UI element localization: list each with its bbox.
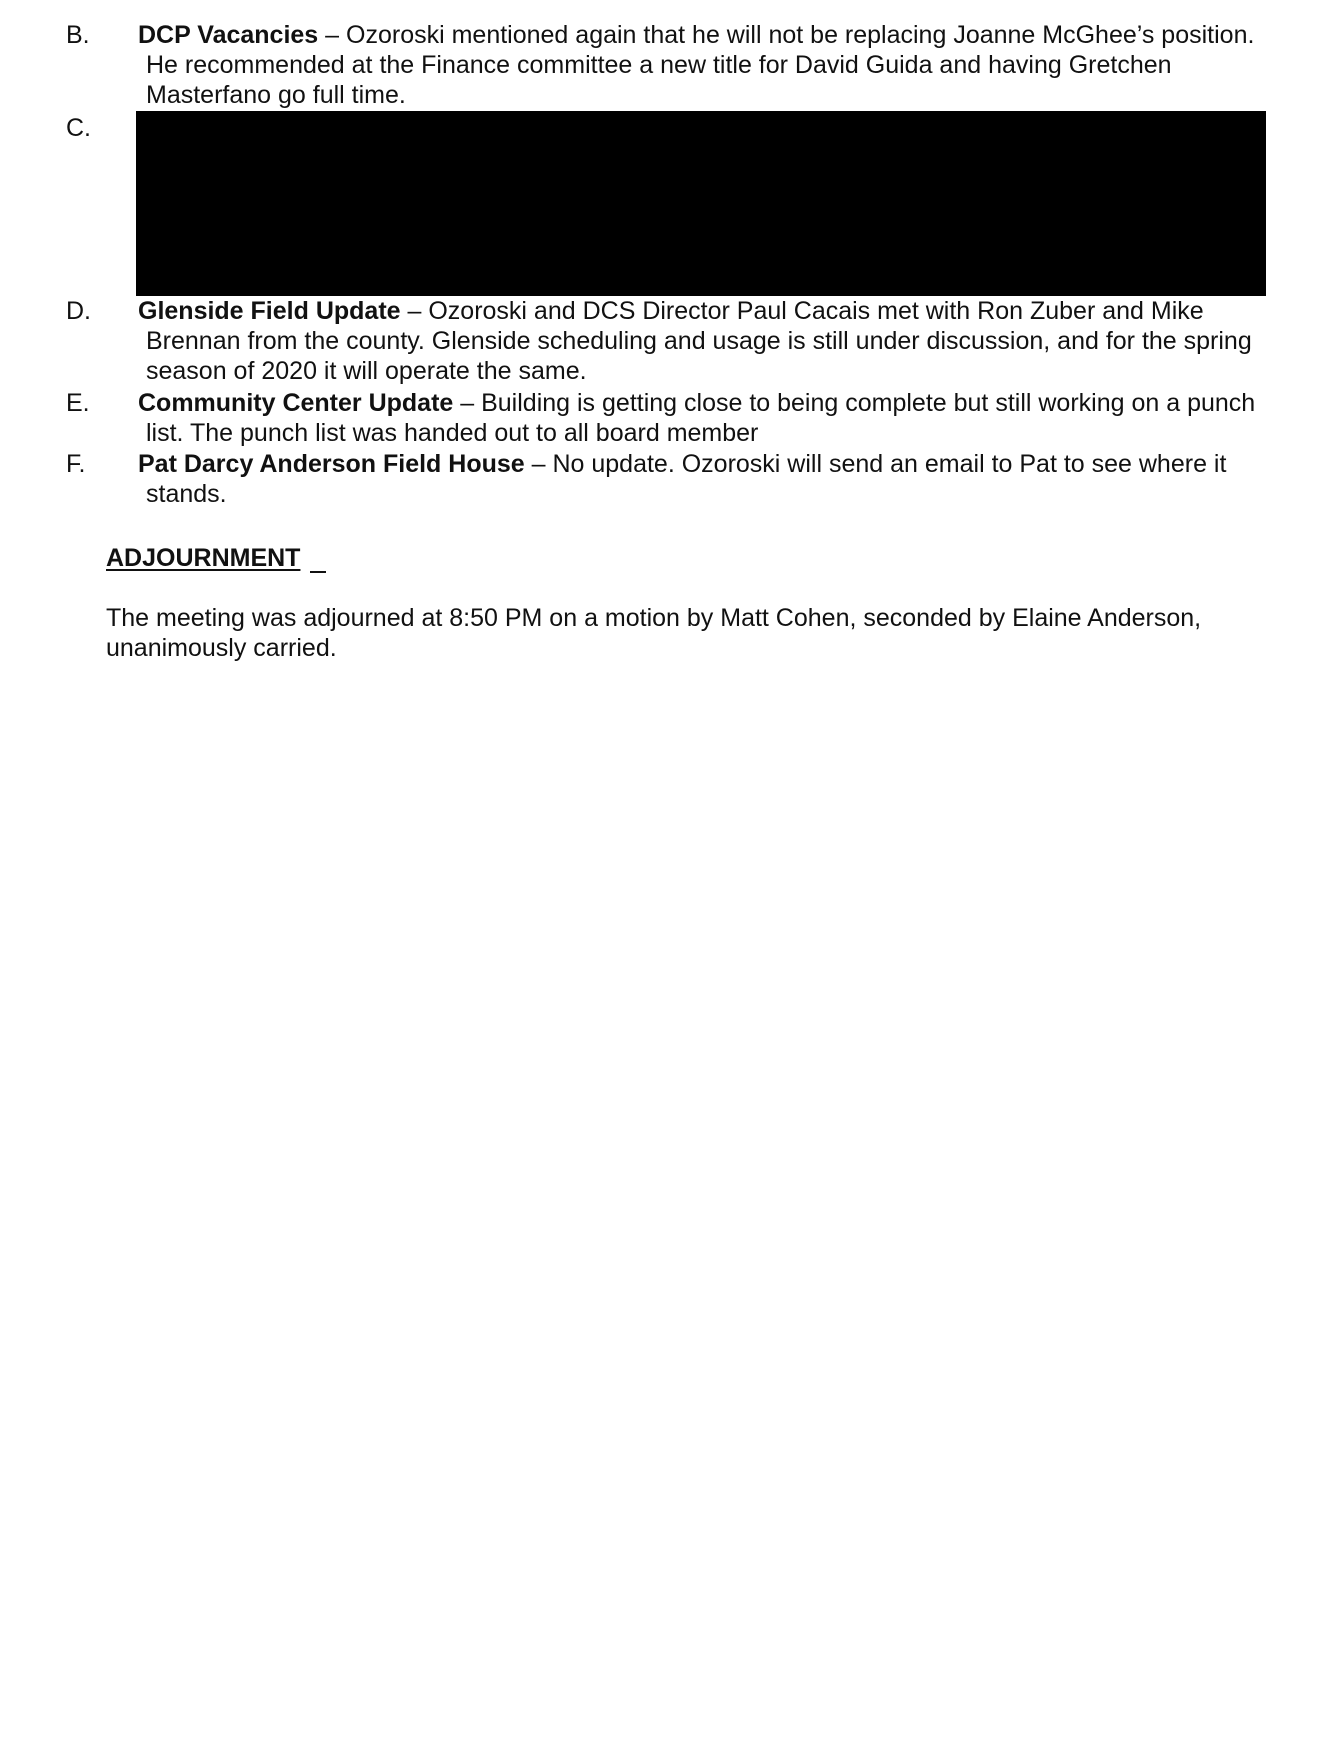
agenda-item-e — [66, 388, 1266, 448]
agenda-item-e-body — [66, 388, 1266, 448]
agenda-item-d-letter: D. — [66, 297, 91, 325]
agenda-item-b — [66, 20, 1266, 110]
agenda-item-f-body — [66, 449, 1266, 509]
agenda-item-e-letter: E. — [66, 389, 90, 417]
agenda-item-d-body — [66, 296, 1266, 386]
agenda-item-b-text: – Ozoroski mentioned again that he will not be replacing Joanne McGhee’s position. He recommended at the Finance committee a new title for David Guida and having Gretchen Masterfano go full time. — [146, 21, 1255, 109]
agenda-item-e-text: – Building is getting close to being complete but still working on a punch list. The punch list was handed out to all board member — [146, 389, 1256, 447]
adjournment-paragraph: The meeting was adjourned at 8:50 PM on a motion by Matt Cohen, seconded by Elaine Anderson, unanimously carried. — [106, 604, 1202, 662]
adjournment-heading: ADJOURNMENT — [106, 544, 301, 572]
agenda-item-c-letter: C. — [66, 114, 91, 142]
agenda-item-f — [66, 449, 1266, 509]
agenda-item-f-heading: Pat Darcy Anderson Field House — [138, 450, 525, 478]
agenda-item-d-text: – Ozoroski and DCS Director Paul Cacais met with Ron Zuber and Mike Brennan from the county. Glenside scheduling and usage is still under discussion, and for the spring season of 2020 it will operate the same. — [146, 297, 1252, 385]
adjournment-underline-tail — [310, 571, 326, 573]
agenda-item-b-heading: DCP Vacancies — [138, 21, 319, 49]
agenda-item-b-body — [66, 20, 1266, 110]
redaction-block — [136, 111, 1266, 296]
agenda-item-d-heading: Glenside Field Update — [138, 297, 401, 325]
agenda-item-f-letter: F. — [66, 450, 86, 478]
agenda-item-b-letter: B. — [66, 21, 90, 49]
agenda-item-d — [66, 296, 1266, 386]
agenda-item-e-heading: Community Center Update — [138, 389, 454, 417]
agenda-item-f-text: – No update. Ozoroski will send an email to Pat to see where it stands. — [146, 450, 1227, 508]
